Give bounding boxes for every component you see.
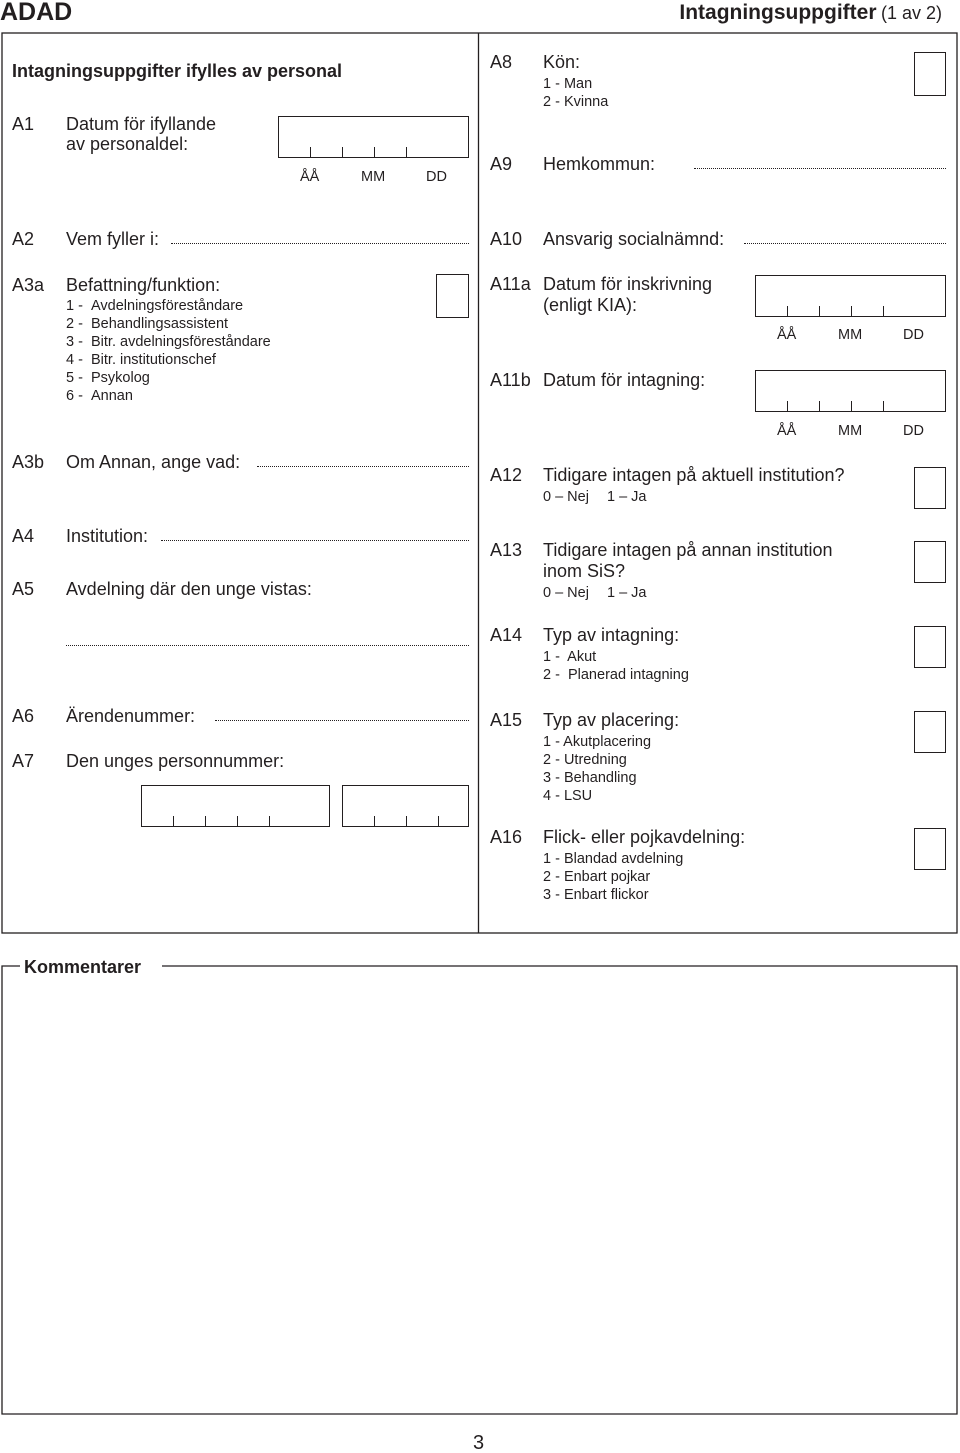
a15-answer-box[interactable] (914, 711, 946, 753)
comments-heading: Kommentarer (24, 957, 142, 977)
a10-input-line[interactable] (744, 242, 946, 244)
a16-code: A16 (490, 827, 523, 847)
a11b-month-label: MM (838, 423, 863, 439)
a6-code: A6 (12, 706, 35, 726)
a3a-option-2: 2 - Behandlingsassistent (66, 316, 229, 332)
a12-label: Tidigare intagen på aktuell institution? (543, 465, 845, 485)
a7-code: A7 (12, 751, 35, 771)
a5-code: A5 (12, 579, 35, 599)
a3a-option-4: 4 - Bitr. institutionschef (66, 352, 216, 368)
a8-option-1: 1 - Man (543, 76, 593, 92)
a7-serial-input[interactable] (342, 785, 469, 827)
a12-option-no: 0 – Nej (543, 489, 589, 505)
a15-label: Typ av placering: (543, 710, 680, 730)
a2-input-line[interactable] (171, 242, 469, 244)
a11a-year-label: ÅÅ (777, 327, 797, 343)
a16-option-1: 1 - Blandad avdelning (543, 851, 684, 867)
a10-code: A10 (490, 229, 523, 249)
a12-option-yes: 1 – Ja (607, 489, 647, 505)
a11a-label-line1: Datum för inskrivning (543, 274, 713, 294)
a9-input-line[interactable] (694, 167, 946, 169)
a3a-code: A3a (12, 275, 45, 295)
a13-answer-box[interactable] (914, 541, 946, 583)
a7-birthdate-input[interactable] (141, 785, 330, 827)
a12-answer-box[interactable] (914, 467, 946, 509)
a10-label: Ansvarig socialnämnd: (543, 229, 725, 249)
a3b-input-line[interactable] (257, 465, 469, 467)
a11b-date-input[interactable] (755, 370, 946, 412)
a2-label: Vem fyller i: (66, 229, 160, 249)
a16-label: Flick- eller pojkavdelning: (543, 827, 746, 847)
a8-label: Kön: (543, 52, 581, 72)
a3b-label: Om Annan, ange vad: (66, 452, 241, 472)
a3a-option-1: 1 - Avdelningsföreståndare (66, 298, 244, 314)
a3a-option-5: 5 - Psykolog (66, 370, 150, 386)
a3a-answer-box[interactable] (436, 274, 469, 318)
a11b-code: A11b (490, 370, 531, 390)
a1-code: A1 (12, 114, 35, 134)
a14-answer-box[interactable] (914, 626, 946, 668)
a13-code: A13 (490, 540, 523, 560)
a16-answer-box[interactable] (914, 828, 946, 870)
a14-option-2: 2 - Planerad intagning (543, 667, 689, 683)
brand-title: ADAD (0, 0, 73, 26)
a9-label: Hemkommun: (543, 154, 656, 174)
a16-option-3: 3 - Enbart flickor (543, 887, 649, 903)
a13-label-line1: Tidigare intagen på annan institution (543, 540, 833, 560)
a9-code: A9 (490, 154, 513, 174)
a3a-label: Befattning/funktion: (66, 275, 221, 295)
a4-label: Institution: (66, 526, 149, 546)
a3a-option-3: 3 - Bitr. avdelningsföreståndare (66, 334, 271, 350)
a12-code: A12 (490, 465, 523, 485)
a13-label-line2: inom SiS? (543, 561, 626, 581)
a15-code: A15 (490, 710, 523, 730)
a14-option-1: 1 - Akut (543, 649, 597, 665)
a1-month-label: MM (361, 169, 386, 185)
a15-option-2: 2 - Utredning (543, 752, 627, 768)
a4-code: A4 (12, 526, 35, 546)
page-info: (1 av 2) (880, 3, 942, 23)
a13-option-no: 0 – Nej (543, 585, 589, 601)
a3b-code: A3b (12, 452, 45, 472)
a7-label: Den unges personnummer: (66, 751, 285, 771)
a1-date-input[interactable] (278, 116, 469, 158)
a15-option-4: 4 - LSU (543, 788, 593, 804)
form-title: Intagningsuppgifter (679, 1, 877, 24)
a11b-day-label: DD (903, 423, 924, 439)
a4-input-line[interactable] (161, 539, 469, 541)
a5-input-line[interactable] (66, 644, 469, 646)
a2-code: A2 (12, 229, 35, 249)
a11a-date-input[interactable] (755, 275, 946, 317)
a11a-label-line2: (enligt KIA): (543, 295, 638, 315)
a14-label: Typ av intagning: (543, 625, 680, 645)
a3a-option-6: 6 - Annan (66, 388, 133, 404)
a8-option-2: 2 - Kvinna (543, 94, 609, 110)
section-heading: Intagningsuppgifter ifylles av personal (12, 61, 343, 81)
a1-label-line1: Datum för ifyllande (66, 114, 217, 134)
page-number: 3 (473, 1432, 485, 1453)
a8-code: A8 (490, 52, 513, 72)
a6-input-line[interactable] (215, 719, 469, 721)
a5-label: Avdelning där den unge vistas: (66, 579, 312, 599)
a1-label-line2: av personaldel: (66, 134, 189, 154)
a11a-day-label: DD (903, 327, 924, 343)
a6-label: Ärendenummer: (66, 706, 196, 726)
comments-textarea[interactable] (4, 980, 955, 1412)
a1-year-label: ÅÅ (300, 169, 320, 185)
a16-option-2: 2 - Enbart pojkar (543, 869, 651, 885)
a11b-year-label: ÅÅ (777, 423, 797, 439)
a11b-label: Datum för intagning: (543, 370, 706, 390)
a13-option-yes: 1 – Ja (607, 585, 647, 601)
a11a-code: A11a (490, 274, 531, 294)
a11a-month-label: MM (838, 327, 863, 343)
a8-answer-box[interactable] (914, 52, 946, 96)
a15-option-3: 3 - Behandling (543, 770, 637, 786)
a1-day-label: DD (426, 169, 447, 185)
form-header (679, 1, 942, 25)
a14-code: A14 (490, 625, 523, 645)
a15-option-1: 1 - Akutplacering (543, 734, 652, 750)
